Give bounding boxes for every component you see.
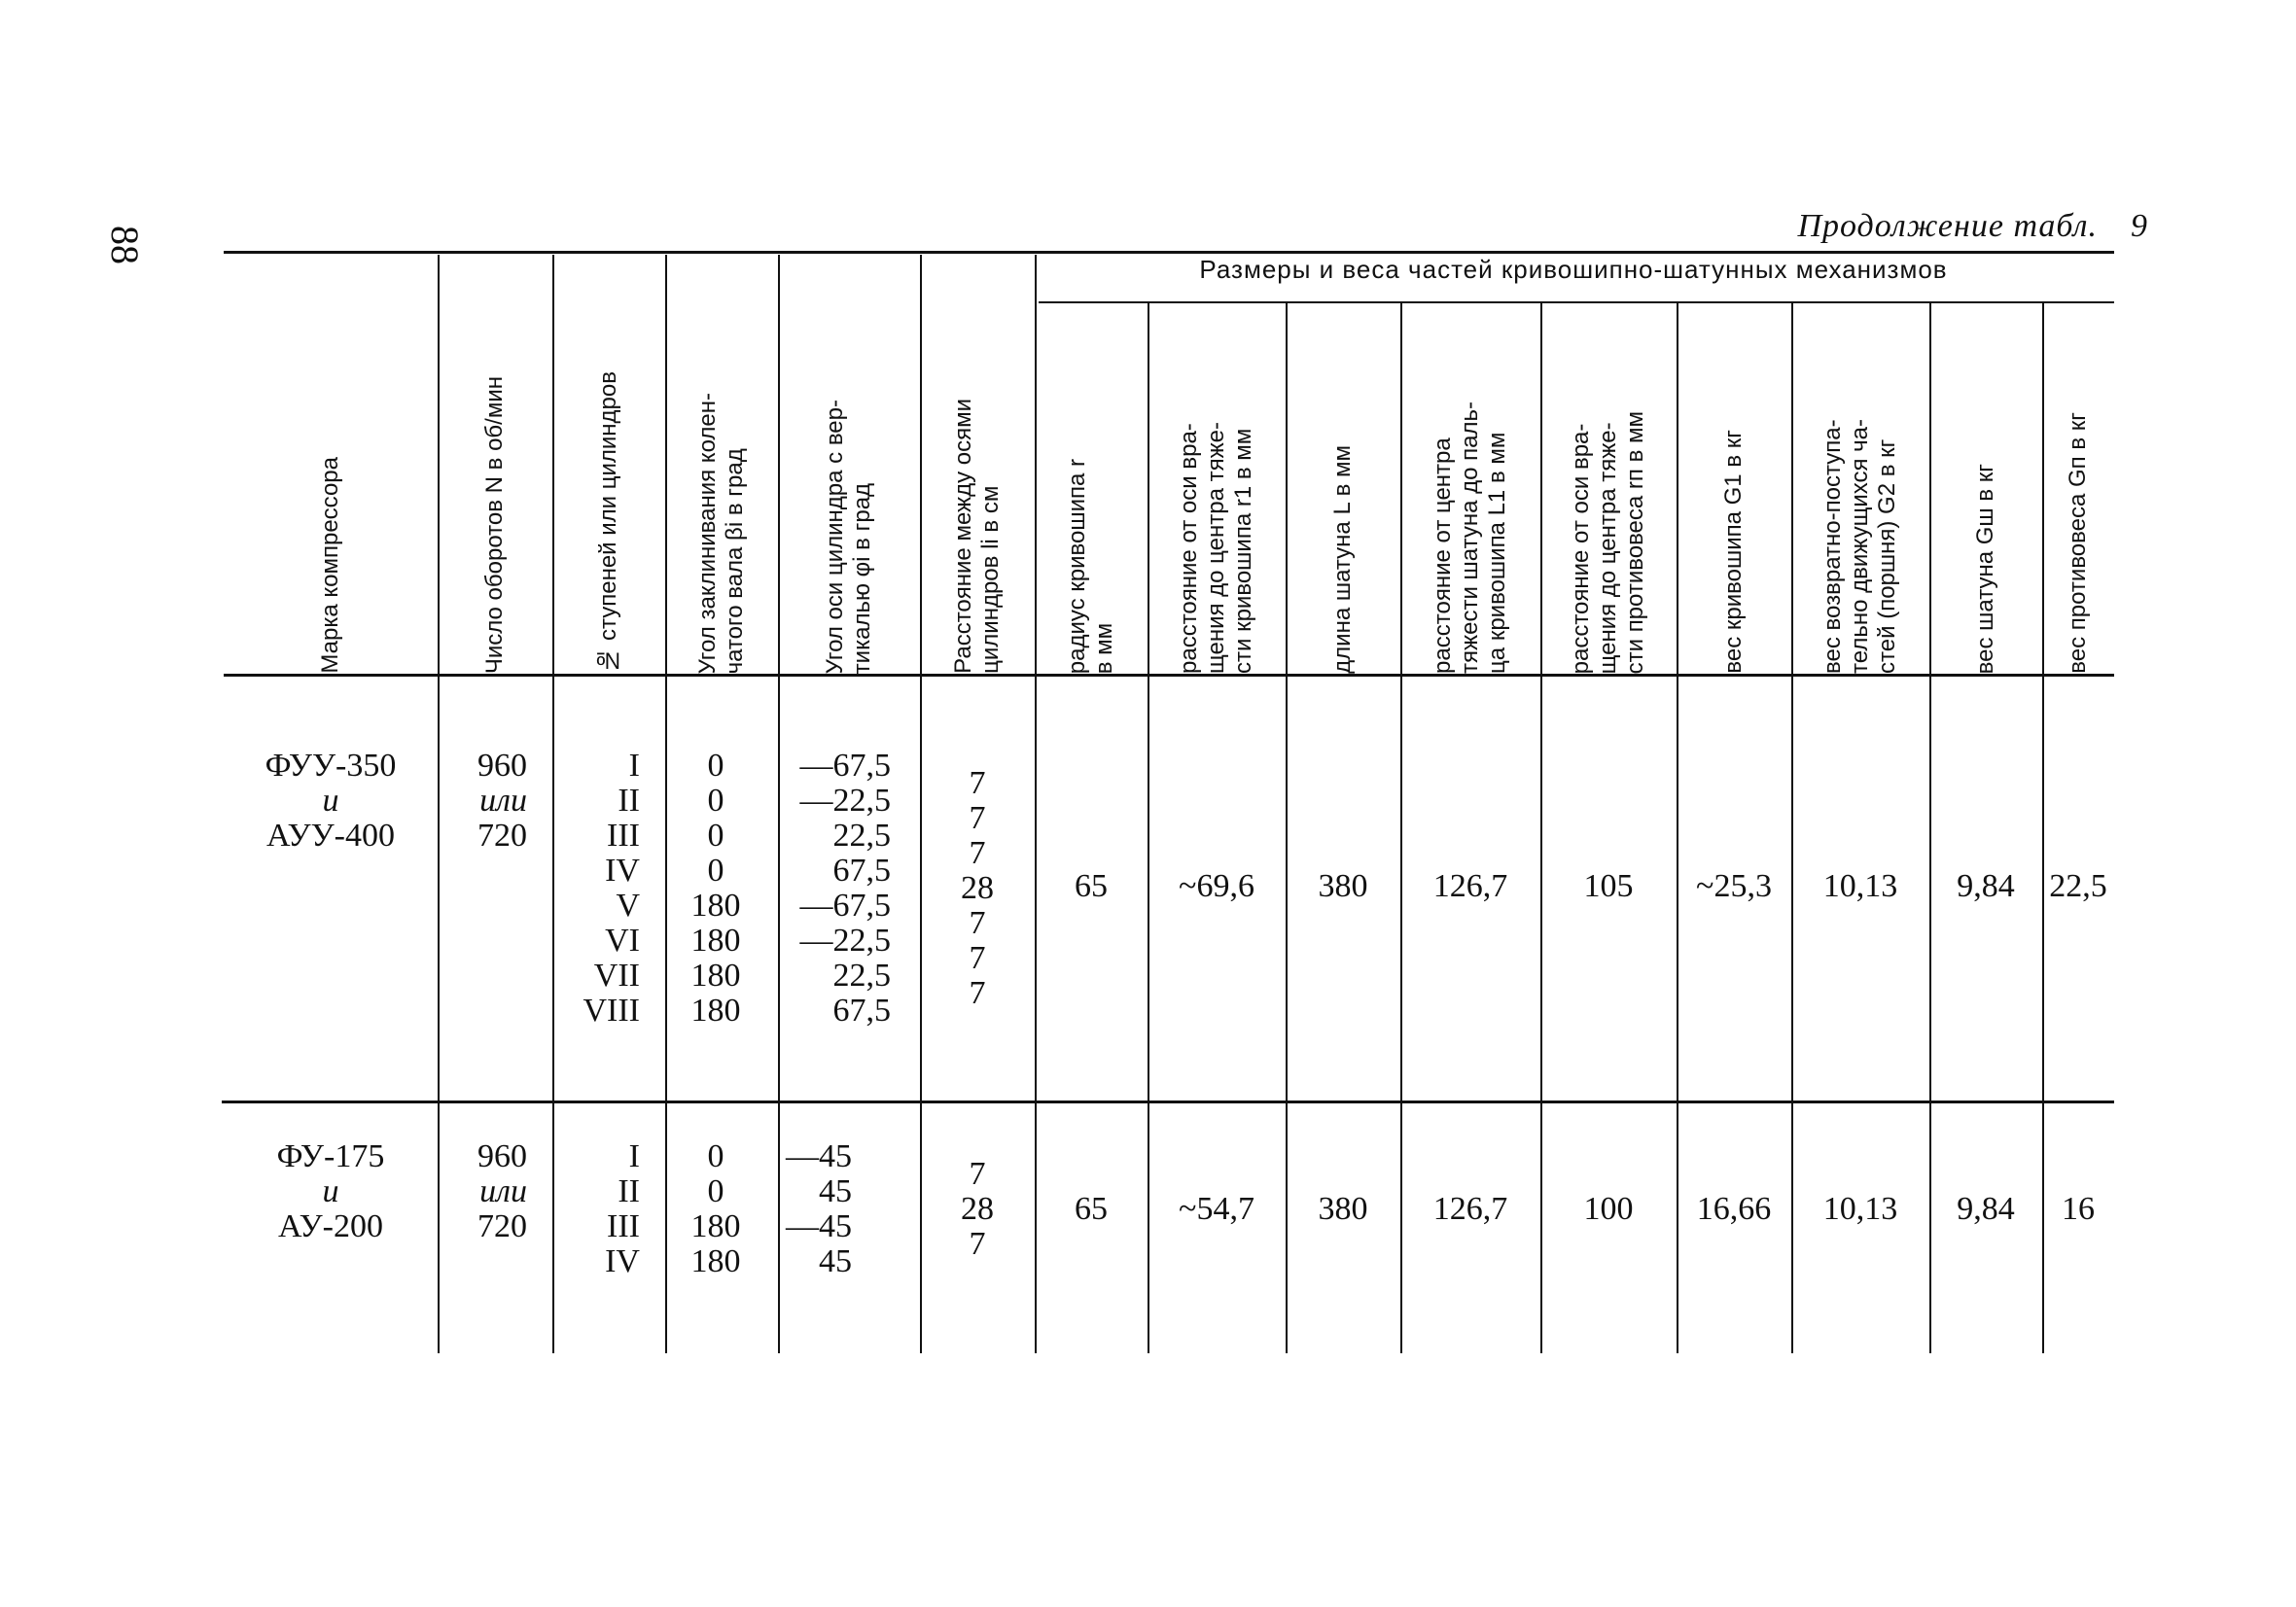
cylinder-angle-value: —67,5	[799, 748, 891, 784]
distance-value: 7	[969, 975, 986, 1011]
distance-value: 7	[969, 835, 986, 871]
cylinder-angle-value: —22,5	[799, 923, 891, 959]
brand-line: ФУУ-350	[265, 748, 397, 784]
stage-value: VII	[593, 958, 640, 994]
header-rod-weight	[1929, 464, 2042, 674]
table-row-2-gs: 9,84	[1957, 1191, 2015, 1227]
header-rpm	[438, 376, 552, 674]
distance-value: 7	[969, 1156, 986, 1192]
table-row-2-cylinder-angles	[778, 1139, 852, 1279]
header-line: Число оборотов N в об/мин	[481, 375, 508, 674]
table-row-1-brand	[214, 749, 447, 854]
table-row-1-wedge-angles	[665, 749, 766, 1029]
table-row-1-l1: 126,7	[1432, 868, 1508, 904]
stage-value: VIII	[583, 993, 640, 1029]
stage-value: IV	[605, 853, 640, 889]
table-row-1-gs: 9,84	[1957, 868, 2015, 904]
header-line: расстояние от центра	[1430, 437, 1456, 674]
table-row-2-l1: 126,7	[1432, 1191, 1508, 1227]
rpm-line: 720	[477, 1208, 527, 1244]
stage-value: IV	[605, 1243, 640, 1279]
wedge-value: 0	[707, 783, 724, 819]
header-line: Угол оси цилиндра с вер-	[822, 399, 848, 674]
rpm-line: или	[479, 783, 527, 819]
header-cylinder-angle	[778, 400, 920, 674]
cylinder-angle-value: 67,5	[832, 993, 891, 1029]
header-crank-radius	[1035, 459, 1148, 674]
header-line: № ступеней или цилиндров	[595, 371, 621, 674]
header-line: вес кривошипа G1 в кг	[1720, 430, 1747, 674]
brand-line: АУ-200	[278, 1208, 383, 1244]
header-line: чатого вала βi в град	[722, 447, 748, 674]
header-rod-length	[1286, 445, 1400, 674]
wedge-value: 180	[690, 993, 741, 1029]
header-line: щения до центра тяже-	[1203, 422, 1229, 674]
header-stage	[552, 371, 665, 674]
cylinder-angle-value: 22,5	[832, 958, 891, 994]
cylinder-angle-value: —45	[786, 1208, 852, 1244]
wedge-value: 0	[707, 1138, 724, 1174]
cylinder-angle-value: 67,5	[832, 853, 891, 889]
header-line: расстояние от оси вра-	[1568, 423, 1594, 674]
table-continuation-label	[1797, 208, 2148, 245]
group-header-title: Размеры и веса частей кривошипно-шатунных механизмов	[1199, 255, 1948, 284]
distance-value: 28	[961, 1191, 994, 1227]
brand-line: и	[322, 783, 339, 819]
header-crank-weight	[1677, 430, 1791, 674]
cylinder-angle-value: —22,5	[799, 783, 891, 819]
wedge-value: 180	[690, 1208, 741, 1244]
header-wedge-angle	[665, 393, 778, 674]
header-line: вес шатуна Gш в кг	[1972, 463, 1998, 674]
table-row-2-rp: 100	[1583, 1191, 1634, 1227]
cylinder-angle-value: 22,5	[832, 818, 891, 854]
table-row-2-wedge-angles	[665, 1139, 766, 1279]
distance-value: 7	[969, 905, 986, 941]
header-line: щения до центра тяже-	[1595, 422, 1621, 674]
stage-value: III	[607, 1208, 640, 1244]
stage-value: V	[616, 888, 640, 924]
header-line: длина шатуна L в мм	[1329, 445, 1356, 674]
table-row-2-rpm	[438, 1139, 527, 1244]
table-row-1-cylinder-angles	[778, 749, 891, 1029]
header-piston-weight	[1791, 419, 1929, 674]
continuation-text: Продолжение табл.	[1797, 208, 2098, 244]
brand-line: АУУ-400	[265, 818, 396, 854]
stage-value: I	[628, 1138, 640, 1174]
cylinder-angle-value: 45	[819, 1173, 852, 1209]
rpm-line: 960	[477, 748, 527, 784]
header-line: вес противовеса Gп в кг	[2065, 412, 2091, 674]
table-row-1-rp: 105	[1583, 868, 1634, 904]
header-bottom-rule	[224, 674, 2114, 677]
column-rule	[1035, 255, 1037, 1353]
table-row-1-radius: 65	[1075, 868, 1108, 904]
table-row-2-gp: 16	[2062, 1191, 2095, 1227]
header-line: стей (поршня) G2 в кг	[1874, 438, 1900, 674]
distance-value: 7	[969, 800, 986, 836]
table-row-2-distances	[920, 1157, 1035, 1262]
table-row-2-stages	[552, 1139, 640, 1279]
table-row-2-radius: 65	[1075, 1191, 1108, 1227]
wedge-value: 180	[690, 888, 741, 924]
table-row-1-rpm	[438, 749, 527, 854]
group-header-rule	[1039, 301, 2114, 303]
page-number: 88	[103, 226, 147, 264]
table-row-1-gp: 22,5	[2049, 868, 2107, 904]
table-row-2-g2: 10,13	[1822, 1191, 1898, 1227]
header-counterweight-distance	[1540, 411, 1677, 674]
table-row-2-r1: ~54,7	[1179, 1191, 1254, 1227]
distance-value: 7	[969, 940, 986, 976]
table-row-2-g1: 16,66	[1696, 1191, 1772, 1227]
cylinder-angle-value: —45	[786, 1138, 852, 1174]
header-line: в мм	[1091, 622, 1117, 674]
wedge-value: 180	[690, 1243, 741, 1279]
stage-value: I	[628, 748, 640, 784]
wedge-value: 180	[690, 958, 741, 994]
stage-value: II	[618, 1173, 640, 1209]
table-row-1-distances	[920, 766, 1035, 1011]
header-rod-cg-distance	[1400, 402, 1540, 674]
brand-line: и	[322, 1173, 339, 1209]
header-line: сти противовеса rп в мм	[1622, 410, 1648, 674]
stage-value: III	[607, 818, 640, 854]
table-row-1-stages	[552, 749, 640, 1029]
distance-value: 28	[961, 870, 994, 906]
wedge-value: 180	[690, 923, 741, 959]
header-line: радиус кривошипа r	[1064, 458, 1090, 674]
stage-value: II	[618, 783, 640, 819]
header-line: тельно движущихся ча-	[1847, 419, 1873, 674]
table-row-2-brand	[214, 1139, 447, 1244]
rpm-line: 960	[477, 1138, 527, 1174]
brand-line: ФУ-175	[276, 1138, 385, 1174]
table-row-1-g1: ~25,3	[1696, 868, 1772, 904]
distance-value: 7	[969, 1226, 986, 1262]
header-line: расстояние от оси вра-	[1176, 423, 1202, 674]
header-line: Расстояние между осями	[950, 399, 976, 674]
stage-value: VI	[605, 923, 640, 959]
header-line: сти кривошипа r1 в мм	[1230, 428, 1256, 674]
table-row-1-length: 380	[1318, 868, 1368, 904]
header-line: цилиндров li в см	[977, 485, 1004, 674]
header-line: тяжести шатуна до паль-	[1457, 402, 1483, 674]
table-row-1-r1: ~69,6	[1179, 868, 1254, 904]
row-separator-rule	[222, 1100, 2114, 1103]
header-brand-text: Марка компрессора	[317, 457, 343, 674]
header-counterweight-weight	[2042, 412, 2114, 674]
distance-value: 7	[969, 765, 986, 801]
table-row-1-g2: 10,13	[1822, 868, 1898, 904]
header-cylinder-distance	[920, 399, 1035, 674]
header-line: ца кривошипа L1 в мм	[1484, 432, 1510, 674]
header-line: тикалью φi в град	[849, 482, 875, 674]
wedge-value: 0	[707, 1173, 724, 1209]
header-brand	[224, 457, 438, 674]
table-row-2-length: 380	[1318, 1191, 1368, 1227]
header-crank-cg-distance	[1148, 422, 1286, 674]
header-line: вес возвратно-поступа-	[1819, 419, 1846, 674]
wedge-value: 0	[707, 818, 724, 854]
table-number: 9	[2131, 208, 2148, 244]
wedge-value: 0	[707, 748, 724, 784]
wedge-value: 0	[707, 853, 724, 889]
rpm-line: 720	[477, 818, 527, 854]
rpm-line: или	[479, 1173, 527, 1209]
table-top-rule	[224, 251, 2114, 254]
cylinder-angle-value: —67,5	[799, 888, 891, 924]
header-line: Угол заклинивания колен-	[694, 392, 721, 674]
cylinder-angle-value: 45	[819, 1243, 852, 1279]
